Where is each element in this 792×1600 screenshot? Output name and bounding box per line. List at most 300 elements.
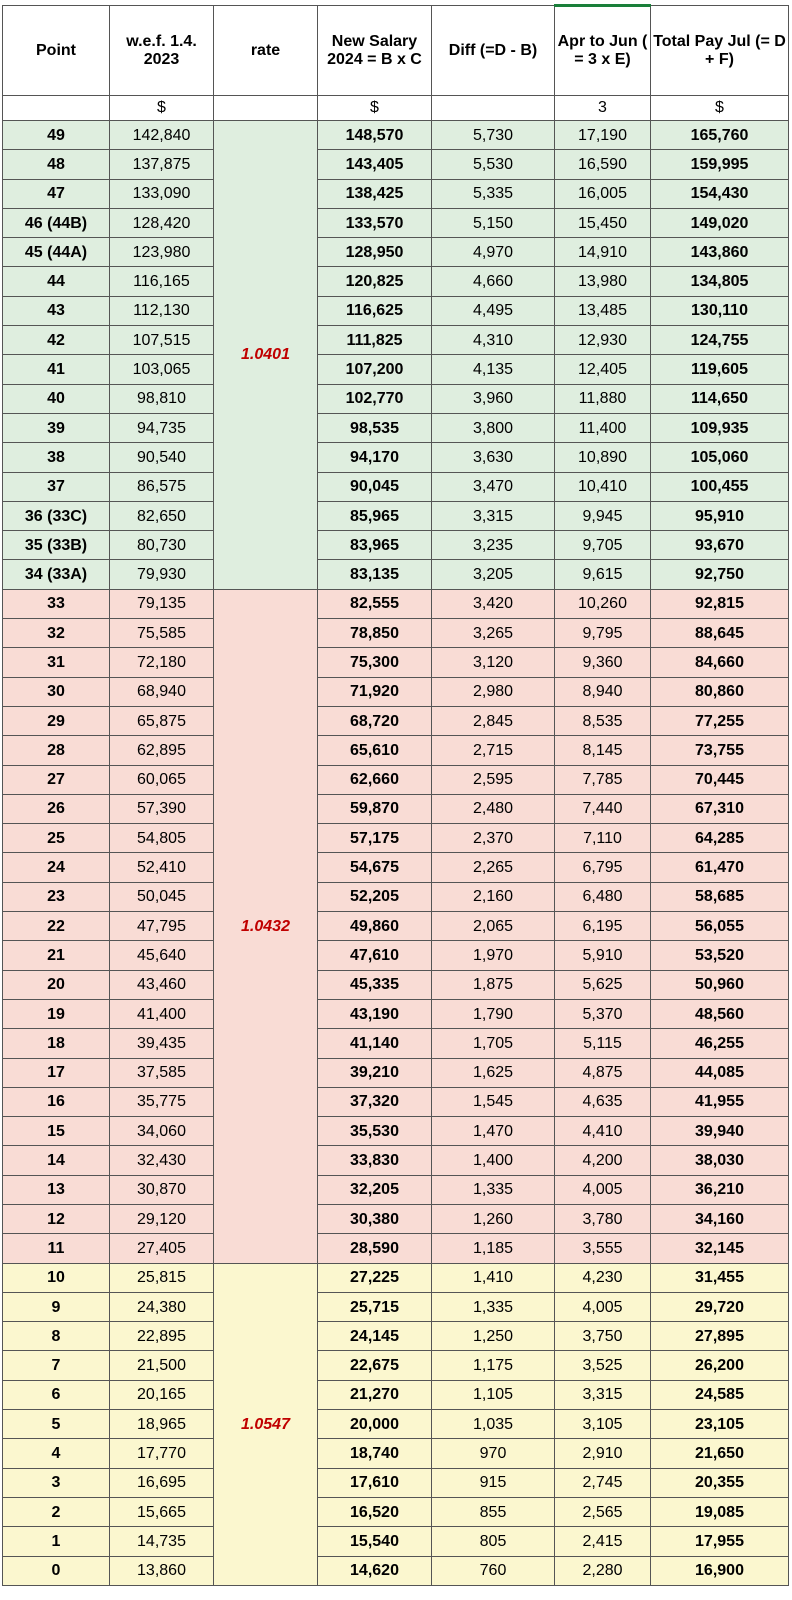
- cell-wef: 79,930: [110, 560, 214, 589]
- cell-wef: 75,585: [110, 619, 214, 648]
- table-row: [3, 1058, 789, 1087]
- cell-wef: 18,965: [110, 1410, 214, 1439]
- cell-apr-jun: 14,910: [555, 238, 651, 267]
- table-row: [3, 736, 789, 765]
- cell-diff: 1,260: [432, 1204, 555, 1233]
- cell-new-salary: 32,205: [318, 1175, 432, 1204]
- table-row: [3, 150, 789, 179]
- cell-wef: 142,840: [110, 121, 214, 150]
- cell-point: 11: [3, 1234, 110, 1263]
- cell-point: 40: [3, 384, 110, 413]
- cell-apr-jun: 3,315: [555, 1380, 651, 1409]
- cell-apr-jun: 13,980: [555, 267, 651, 296]
- cell-new-salary: 78,850: [318, 619, 432, 648]
- cell-diff: 3,120: [432, 648, 555, 677]
- cell-wef: 90,540: [110, 443, 214, 472]
- cell-wef: 17,770: [110, 1439, 214, 1468]
- salary-table: [2, 4, 789, 1586]
- cell-diff: 2,370: [432, 824, 555, 853]
- cell-point: 20: [3, 970, 110, 999]
- cell-diff: 2,715: [432, 736, 555, 765]
- cell-new-salary: 111,825: [318, 326, 432, 355]
- table-row: [3, 1556, 789, 1585]
- cell-wef: 72,180: [110, 648, 214, 677]
- cell-apr-jun: 12,405: [555, 355, 651, 384]
- cell-diff: 3,630: [432, 443, 555, 472]
- table-row: [3, 384, 789, 413]
- table-row: [3, 238, 789, 267]
- cell-apr-jun: 10,890: [555, 443, 651, 472]
- cell-new-salary: 62,660: [318, 765, 432, 794]
- cell-apr-jun: 3,750: [555, 1322, 651, 1351]
- cell-point: 2: [3, 1497, 110, 1526]
- table-row: [3, 1146, 789, 1175]
- unit-diff: [432, 96, 555, 121]
- cell-diff: 3,315: [432, 501, 555, 530]
- table-row: [3, 501, 789, 530]
- cell-apr-jun: 3,105: [555, 1410, 651, 1439]
- cell-wef: 20,165: [110, 1380, 214, 1409]
- cell-new-salary: 85,965: [318, 501, 432, 530]
- table-row: [3, 355, 789, 384]
- cell-apr-jun: 4,005: [555, 1292, 651, 1321]
- cell-total: 143,860: [651, 238, 789, 267]
- cell-point: 33: [3, 589, 110, 618]
- cell-diff: 2,980: [432, 677, 555, 706]
- cell-wef: 94,735: [110, 413, 214, 442]
- cell-diff: 3,960: [432, 384, 555, 413]
- cell-point: 12: [3, 1204, 110, 1233]
- cell-point: 41: [3, 355, 110, 384]
- cell-total: 17,955: [651, 1527, 789, 1556]
- cell-apr-jun: 8,940: [555, 677, 651, 706]
- table-row: [3, 1497, 789, 1526]
- table-row: [3, 443, 789, 472]
- cell-total: 70,445: [651, 765, 789, 794]
- cell-point: 3: [3, 1468, 110, 1497]
- cell-total: 24,585: [651, 1380, 789, 1409]
- cell-wef: 45,640: [110, 941, 214, 970]
- cell-apr-jun: 6,480: [555, 882, 651, 911]
- cell-point: 34 (33A): [3, 560, 110, 589]
- cell-apr-jun: 7,110: [555, 824, 651, 853]
- cell-total: 105,060: [651, 443, 789, 472]
- table-body: [3, 121, 789, 1586]
- table-row: [3, 1263, 789, 1292]
- cell-total: 34,160: [651, 1204, 789, 1233]
- cell-total: 19,085: [651, 1497, 789, 1526]
- cell-point: 5: [3, 1410, 110, 1439]
- cell-new-salary: 15,540: [318, 1527, 432, 1556]
- cell-point: 39: [3, 413, 110, 442]
- cell-new-salary: 148,570: [318, 121, 432, 150]
- cell-total: 48,560: [651, 999, 789, 1028]
- cell-apr-jun: 3,555: [555, 1234, 651, 1263]
- cell-total: 53,520: [651, 941, 789, 970]
- table-row: [3, 1439, 789, 1468]
- cell-total: 16,900: [651, 1556, 789, 1585]
- table-row: [3, 267, 789, 296]
- cell-new-salary: 65,610: [318, 736, 432, 765]
- cell-diff: 1,335: [432, 1292, 555, 1321]
- header-diff: Diff (=D - B): [432, 6, 555, 96]
- cell-new-salary: 128,950: [318, 238, 432, 267]
- cell-total: 95,910: [651, 501, 789, 530]
- cell-total: 93,670: [651, 531, 789, 560]
- cell-total: 23,105: [651, 1410, 789, 1439]
- cell-total: 41,955: [651, 1087, 789, 1116]
- cell-apr-jun: 5,910: [555, 941, 651, 970]
- table-row: [3, 853, 789, 882]
- table-row: [3, 1117, 789, 1146]
- cell-wef: 133,090: [110, 179, 214, 208]
- cell-apr-jun: 5,115: [555, 1029, 651, 1058]
- table-row: [3, 1322, 789, 1351]
- table-row: [3, 413, 789, 442]
- unit-apr-jun: 3: [555, 96, 651, 121]
- cell-diff: 2,480: [432, 794, 555, 823]
- cell-total: 165,760: [651, 121, 789, 150]
- cell-wef: 14,735: [110, 1527, 214, 1556]
- cell-new-salary: 37,320: [318, 1087, 432, 1116]
- cell-diff: 4,135: [432, 355, 555, 384]
- cell-total: 67,310: [651, 794, 789, 823]
- cell-total: 56,055: [651, 912, 789, 941]
- header-new-salary: New Salary 2024 = B x C: [318, 6, 432, 96]
- cell-total: 32,145: [651, 1234, 789, 1263]
- cell-diff: 1,105: [432, 1380, 555, 1409]
- cell-total: 130,110: [651, 296, 789, 325]
- cell-new-salary: 21,270: [318, 1380, 432, 1409]
- cell-apr-jun: 8,145: [555, 736, 651, 765]
- cell-new-salary: 35,530: [318, 1117, 432, 1146]
- table-row: [3, 326, 789, 355]
- cell-wef: 68,940: [110, 677, 214, 706]
- header-apr-jun: Apr to Jun ( = 3 x E): [555, 6, 651, 96]
- table-row: [3, 1175, 789, 1204]
- cell-point: 42: [3, 326, 110, 355]
- cell-apr-jun: 9,360: [555, 648, 651, 677]
- cell-wef: 79,135: [110, 589, 214, 618]
- table-row: [3, 706, 789, 735]
- cell-point: 13: [3, 1175, 110, 1204]
- cell-wef: 30,870: [110, 1175, 214, 1204]
- cell-point: 6: [3, 1380, 110, 1409]
- cell-point: 26: [3, 794, 110, 823]
- cell-wef: 107,515: [110, 326, 214, 355]
- table-row: [3, 208, 789, 237]
- cell-wef: 128,420: [110, 208, 214, 237]
- cell-apr-jun: 4,005: [555, 1175, 651, 1204]
- cell-new-salary: 59,870: [318, 794, 432, 823]
- cell-wef: 35,775: [110, 1087, 214, 1116]
- cell-apr-jun: 2,910: [555, 1439, 651, 1468]
- cell-apr-jun: 2,565: [555, 1497, 651, 1526]
- cell-new-salary: 25,715: [318, 1292, 432, 1321]
- cell-point: 43: [3, 296, 110, 325]
- cell-wef: 32,430: [110, 1146, 214, 1175]
- units-row: [3, 96, 789, 121]
- cell-new-salary: 24,145: [318, 1322, 432, 1351]
- cell-total: 100,455: [651, 472, 789, 501]
- cell-point: 36 (33C): [3, 501, 110, 530]
- cell-point: 27: [3, 765, 110, 794]
- table-row: [3, 941, 789, 970]
- cell-diff: 3,470: [432, 472, 555, 501]
- cell-new-salary: 71,920: [318, 677, 432, 706]
- cell-apr-jun: 10,260: [555, 589, 651, 618]
- cell-total: 149,020: [651, 208, 789, 237]
- cell-new-salary: 43,190: [318, 999, 432, 1028]
- cell-apr-jun: 5,625: [555, 970, 651, 999]
- cell-point: 24: [3, 853, 110, 882]
- cell-point: 28: [3, 736, 110, 765]
- unit-total: $: [651, 96, 789, 121]
- cell-apr-jun: 9,945: [555, 501, 651, 530]
- cell-wef: 15,665: [110, 1497, 214, 1526]
- cell-point: 7: [3, 1351, 110, 1380]
- cell-wef: 52,410: [110, 853, 214, 882]
- cell-total: 20,355: [651, 1468, 789, 1497]
- cell-total: 64,285: [651, 824, 789, 853]
- cell-diff: 5,530: [432, 150, 555, 179]
- cell-diff: 4,310: [432, 326, 555, 355]
- cell-new-salary: 49,860: [318, 912, 432, 941]
- table-row: [3, 296, 789, 325]
- cell-diff: 1,545: [432, 1087, 555, 1116]
- cell-total: 26,200: [651, 1351, 789, 1380]
- table-row: [3, 1029, 789, 1058]
- cell-wef: 39,435: [110, 1029, 214, 1058]
- table-row: [3, 121, 789, 150]
- cell-point: 0: [3, 1556, 110, 1585]
- table-row: [3, 1527, 789, 1556]
- cell-point: 30: [3, 677, 110, 706]
- cell-total: 84,660: [651, 648, 789, 677]
- cell-apr-jun: 4,410: [555, 1117, 651, 1146]
- cell-apr-jun: 2,415: [555, 1527, 651, 1556]
- cell-point: 23: [3, 882, 110, 911]
- table-row: [3, 1351, 789, 1380]
- cell-apr-jun: 2,745: [555, 1468, 651, 1497]
- cell-diff: 1,970: [432, 941, 555, 970]
- cell-new-salary: 27,225: [318, 1263, 432, 1292]
- cell-wef: 41,400: [110, 999, 214, 1028]
- cell-total: 29,720: [651, 1292, 789, 1321]
- cell-wef: 86,575: [110, 472, 214, 501]
- table-row: [3, 1204, 789, 1233]
- cell-apr-jun: 16,005: [555, 179, 651, 208]
- cell-point: 37: [3, 472, 110, 501]
- cell-point: 17: [3, 1058, 110, 1087]
- cell-diff: 1,400: [432, 1146, 555, 1175]
- cell-apr-jun: 15,450: [555, 208, 651, 237]
- cell-point: 4: [3, 1439, 110, 1468]
- cell-apr-jun: 9,705: [555, 531, 651, 560]
- cell-apr-jun: 2,280: [555, 1556, 651, 1585]
- cell-apr-jun: 6,195: [555, 912, 651, 941]
- cell-new-salary: 82,555: [318, 589, 432, 618]
- cell-new-salary: 98,535: [318, 413, 432, 442]
- cell-wef: 21,500: [110, 1351, 214, 1380]
- cell-new-salary: 52,205: [318, 882, 432, 911]
- cell-wef: 27,405: [110, 1234, 214, 1263]
- header-point: Point: [3, 6, 110, 96]
- unit-rate: [214, 96, 318, 121]
- cell-total: 27,895: [651, 1322, 789, 1351]
- cell-wef: 65,875: [110, 706, 214, 735]
- cell-diff: 3,205: [432, 560, 555, 589]
- cell-apr-jun: 5,370: [555, 999, 651, 1028]
- cell-new-salary: 75,300: [318, 648, 432, 677]
- cell-point: 15: [3, 1117, 110, 1146]
- cell-wef: 54,805: [110, 824, 214, 853]
- cell-point: 48: [3, 150, 110, 179]
- cell-wef: 50,045: [110, 882, 214, 911]
- cell-wef: 112,130: [110, 296, 214, 325]
- cell-new-salary: 17,610: [318, 1468, 432, 1497]
- cell-new-salary: 20,000: [318, 1410, 432, 1439]
- cell-point: 29: [3, 706, 110, 735]
- cell-wef: 24,380: [110, 1292, 214, 1321]
- table-row: [3, 1380, 789, 1409]
- cell-new-salary: 28,590: [318, 1234, 432, 1263]
- cell-diff: 5,335: [432, 179, 555, 208]
- cell-total: 39,940: [651, 1117, 789, 1146]
- cell-new-salary: 143,405: [318, 150, 432, 179]
- cell-apr-jun: 13,485: [555, 296, 651, 325]
- cell-diff: 805: [432, 1527, 555, 1556]
- cell-total: 114,650: [651, 384, 789, 413]
- cell-point: 35 (33B): [3, 531, 110, 560]
- cell-apr-jun: 11,880: [555, 384, 651, 413]
- cell-apr-jun: 10,410: [555, 472, 651, 501]
- cell-diff: 4,660: [432, 267, 555, 296]
- cell-apr-jun: 9,615: [555, 560, 651, 589]
- cell-wef: 57,390: [110, 794, 214, 823]
- cell-diff: 915: [432, 1468, 555, 1497]
- cell-total: 73,755: [651, 736, 789, 765]
- cell-point: 31: [3, 648, 110, 677]
- cell-point: 46 (44B): [3, 208, 110, 237]
- table-row: [3, 882, 789, 911]
- table-row: [3, 794, 789, 823]
- cell-diff: 1,185: [432, 1234, 555, 1263]
- unit-wef: $: [110, 96, 214, 121]
- cell-wef: 60,065: [110, 765, 214, 794]
- cell-total: 50,960: [651, 970, 789, 999]
- cell-new-salary: 54,675: [318, 853, 432, 882]
- header-row: [3, 6, 789, 96]
- cell-point: 1: [3, 1527, 110, 1556]
- cell-new-salary: 30,380: [318, 1204, 432, 1233]
- cell-apr-jun: 17,190: [555, 121, 651, 150]
- cell-new-salary: 39,210: [318, 1058, 432, 1087]
- cell-diff: 1,035: [432, 1410, 555, 1439]
- cell-apr-jun: 8,535: [555, 706, 651, 735]
- cell-new-salary: 16,520: [318, 1497, 432, 1526]
- cell-point: 49: [3, 121, 110, 150]
- table-row: [3, 970, 789, 999]
- cell-diff: 1,175: [432, 1351, 555, 1380]
- table-row: [3, 531, 789, 560]
- cell-new-salary: 102,770: [318, 384, 432, 413]
- cell-point: 38: [3, 443, 110, 472]
- cell-total: 88,645: [651, 619, 789, 648]
- cell-apr-jun: 16,590: [555, 150, 651, 179]
- cell-apr-jun: 12,930: [555, 326, 651, 355]
- cell-diff: 4,970: [432, 238, 555, 267]
- cell-point: 18: [3, 1029, 110, 1058]
- cell-new-salary: 107,200: [318, 355, 432, 384]
- table-row: [3, 648, 789, 677]
- cell-new-salary: 120,825: [318, 267, 432, 296]
- cell-new-salary: 22,675: [318, 1351, 432, 1380]
- table-row: [3, 765, 789, 794]
- table-row: [3, 619, 789, 648]
- cell-total: 124,755: [651, 326, 789, 355]
- table-row: [3, 1468, 789, 1497]
- header-wef: w.e.f. 1.4. 2023: [110, 6, 214, 96]
- cell-diff: 4,495: [432, 296, 555, 325]
- cell-point: 44: [3, 267, 110, 296]
- cell-wef: 82,650: [110, 501, 214, 530]
- cell-total: 46,255: [651, 1029, 789, 1058]
- cell-diff: 2,265: [432, 853, 555, 882]
- cell-wef: 47,795: [110, 912, 214, 941]
- cell-wef: 98,810: [110, 384, 214, 413]
- cell-diff: 1,875: [432, 970, 555, 999]
- cell-wef: 116,165: [110, 267, 214, 296]
- unit-point: [3, 96, 110, 121]
- cell-apr-jun: 3,780: [555, 1204, 651, 1233]
- cell-apr-jun: 4,230: [555, 1263, 651, 1292]
- cell-wef: 29,120: [110, 1204, 214, 1233]
- cell-wef: 22,895: [110, 1322, 214, 1351]
- cell-new-salary: 138,425: [318, 179, 432, 208]
- cell-total: 80,860: [651, 677, 789, 706]
- table-row: [3, 1234, 789, 1263]
- cell-new-salary: 68,720: [318, 706, 432, 735]
- cell-new-salary: 45,335: [318, 970, 432, 999]
- cell-wef: 34,060: [110, 1117, 214, 1146]
- cell-diff: 855: [432, 1497, 555, 1526]
- cell-point: 14: [3, 1146, 110, 1175]
- cell-apr-jun: 11,400: [555, 413, 651, 442]
- cell-new-salary: 41,140: [318, 1029, 432, 1058]
- unit-new-salary: $: [318, 96, 432, 121]
- cell-total: 36,210: [651, 1175, 789, 1204]
- header-rate: rate: [214, 6, 318, 96]
- cell-apr-jun: 7,440: [555, 794, 651, 823]
- cell-total: 38,030: [651, 1146, 789, 1175]
- cell-new-salary: 83,135: [318, 560, 432, 589]
- cell-rate: 1.0401: [214, 121, 318, 590]
- cell-diff: 1,625: [432, 1058, 555, 1087]
- cell-wef: 123,980: [110, 238, 214, 267]
- cell-diff: 1,335: [432, 1175, 555, 1204]
- cell-wef: 25,815: [110, 1263, 214, 1292]
- table-row: [3, 560, 789, 589]
- cell-apr-jun: 4,200: [555, 1146, 651, 1175]
- cell-rate: 1.0547: [214, 1263, 318, 1585]
- cell-wef: 62,895: [110, 736, 214, 765]
- table-row: [3, 179, 789, 208]
- cell-new-salary: 18,740: [318, 1439, 432, 1468]
- cell-new-salary: 57,175: [318, 824, 432, 853]
- cell-diff: 1,410: [432, 1263, 555, 1292]
- cell-point: 25: [3, 824, 110, 853]
